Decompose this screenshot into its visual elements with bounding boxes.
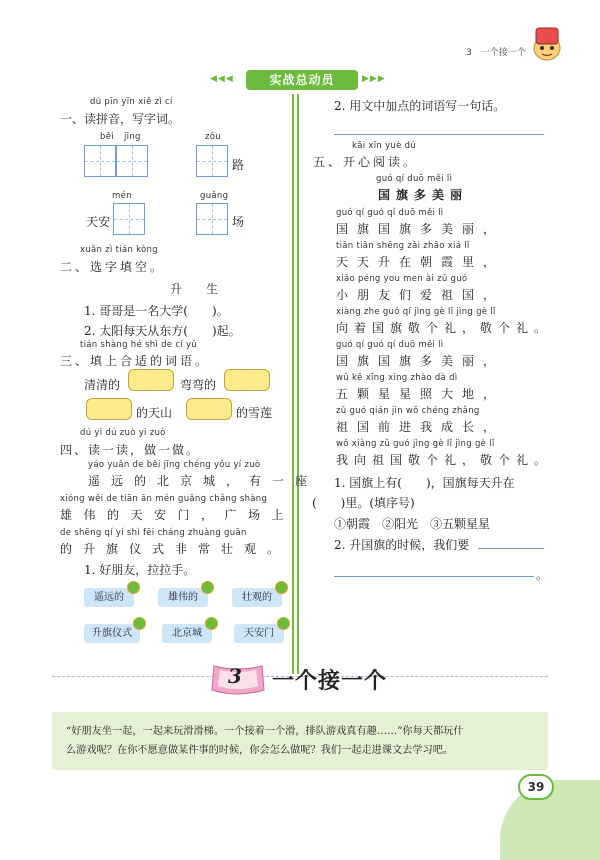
poem-line: 向着国旗敬个礼，敬个礼。 <box>336 321 553 335</box>
q4-pinyin: dú yi dú zuò yi zuò <box>80 428 166 438</box>
q5-sub1-a[interactable]: 1. 国旗上有( )，国旗每天升在 <box>334 476 515 490</box>
connector-icon <box>133 617 146 630</box>
column-divider-2 <box>297 94 299 674</box>
writing-box[interactable] <box>196 145 228 177</box>
q5-title: 五、开心阅读。 <box>313 155 419 169</box>
lesson-title: 一个接一个 <box>272 668 388 694</box>
lesson-number: 3 <box>228 664 242 688</box>
intro-box <box>52 712 548 770</box>
q3-pinyin: tián shàng hé shì de cí yǔ <box>80 340 197 350</box>
connector-icon <box>277 617 290 630</box>
word-card[interactable]: 北京城 <box>162 624 212 643</box>
q1-word2-pinyin: zǒu <box>205 132 221 142</box>
q1-word1-pinyin1: běi <box>100 132 114 142</box>
answer-bubble[interactable] <box>86 398 132 420</box>
q5-sub2: 2. 升国旗的时候，我们要 <box>334 538 470 552</box>
q1-word3-pinyin: mén <box>112 191 132 201</box>
q2-sentence2[interactable]: 2. 太阳每天从东方( )起。 <box>84 324 241 338</box>
poem-line-pinyin: wǔ kē xīng xing zhào dà dì <box>336 373 458 383</box>
q1-word4-pinyin: guǎng <box>200 191 229 201</box>
poem-line-pinyin: xiǎo péng you men ài zǔ guó <box>336 274 468 284</box>
poem-line-pinyin: zǔ guó qián jìn wǒ chéng zhǎng <box>336 406 480 416</box>
q4-title: 四、读一读，做一做。 <box>60 443 201 457</box>
answer-bubble[interactable] <box>224 369 270 391</box>
poem-title-pinyin: guó qí duō měi lì <box>376 174 453 184</box>
q5-options: ①朝霞 ②阳光 ③五颗星星 <box>334 517 491 531</box>
poem-line: 国旗国旗多美丽， <box>336 222 505 236</box>
poem-line: 国旗国旗多美丽， <box>336 354 505 368</box>
poem-line-pinyin: wǒ xiàng zǔ guó jìng gè lǐ jìng gè lǐ <box>336 439 495 449</box>
connector-icon <box>205 617 218 630</box>
q1-word3-prefix: 天安 <box>86 215 111 229</box>
banner-arrows-left: ◀◀◀ <box>210 74 234 84</box>
answer-bubble[interactable] <box>186 398 232 420</box>
word-card[interactable]: 雄伟的 <box>158 588 208 607</box>
q1-word2-suffix: 路 <box>232 158 245 172</box>
poem-line: 小朋友们爱祖国， <box>336 288 505 302</box>
q4-line3-pinyin: de shēng qí yí shì fēi cháng zhuàng guān <box>60 528 247 538</box>
writing-box[interactable] <box>84 145 116 177</box>
q3-phrase2: 弯弯的 <box>180 378 217 392</box>
q1-word4-suffix: 场 <box>232 215 245 229</box>
writing-box[interactable] <box>113 203 145 235</box>
column-divider <box>292 94 294 674</box>
q1-pinyin: dú pīn yīn xiě zì cí <box>90 97 173 107</box>
poem-title: 国旗多美丽 <box>378 188 469 202</box>
lesson-reference: 3 一个接一个 <box>466 48 526 58</box>
q3-phrase1: 清清的 <box>84 378 121 392</box>
q5-pinyin: kāi xīn yuè dú <box>352 141 417 151</box>
q5-sub1-b[interactable]: ( )里。(填序号) <box>312 496 415 510</box>
q4-line1-pinyin: yáo yuǎn de běi jīng chéng yǒu yí zuò <box>88 460 261 470</box>
answer-line[interactable] <box>334 576 534 577</box>
end-mark: 。 <box>536 568 549 582</box>
q4-sub1: 1. 好朋友，拉拉手。 <box>84 563 196 577</box>
q1-word1-pinyin2: jīng <box>124 132 141 142</box>
connector-icon <box>127 581 140 594</box>
connector-icon <box>275 581 288 594</box>
connector-icon <box>201 581 214 594</box>
writing-box[interactable] <box>196 203 228 235</box>
poem-line: 五颗星星照大地， <box>336 387 505 401</box>
answer-line[interactable] <box>478 548 544 549</box>
poem-line-pinyin: guó qí guó qí duō měi lì <box>336 208 444 218</box>
word-card[interactable]: 壮观的 <box>232 588 282 607</box>
writing-box[interactable] <box>116 145 148 177</box>
q2-pinyin: xuǎn zì tián kòng <box>80 245 158 255</box>
word-card[interactable]: 升旗仪式 <box>84 624 140 643</box>
q2-choices: 升 生 <box>170 282 219 296</box>
q1-title: 一、读拼音，写字词。 <box>60 112 181 126</box>
q4-line1: 遥远的北京城，有一座 <box>88 474 319 488</box>
answer-line[interactable] <box>334 134 544 135</box>
intro-line: 么游戏呢？在你不愿意做某件事的时候，你会怎么做呢？我们一起走进课文去学习吧。 <box>66 745 454 756</box>
poem-line-pinyin: tiān tiān shēng zài zhāo xiá lǐ <box>336 241 470 251</box>
q2-title: 二、选字填空。 <box>60 260 166 274</box>
q4-line2: 雄伟的天安门，广场上 <box>60 508 296 522</box>
poem-line: 祖国前进我成长， <box>336 420 505 434</box>
page-number: 39 <box>518 774 554 800</box>
answer-bubble[interactable] <box>128 369 174 391</box>
cartoon-character-icon <box>530 22 564 62</box>
q4-line2-pinyin: xióng wěi de tiān ān mén guǎng chǎng shàng <box>60 494 268 504</box>
poem-line: 天天升在朝霞里， <box>336 255 505 269</box>
poem-line-pinyin: xiàng zhe guó qí jìng gè lǐ jìng gè lǐ <box>336 307 496 317</box>
q3-phrase3: 的天山 <box>136 406 173 420</box>
word-card[interactable]: 遥远的 <box>84 588 134 607</box>
q4-line3: 的升旗仪式非常壮观。 <box>60 542 291 556</box>
section-banner: 实战总动员 <box>246 70 358 90</box>
word-card[interactable]: 天安门 <box>234 624 284 643</box>
banner-arrows-right: ▶▶▶ <box>362 74 386 84</box>
poem-line-pinyin: guó qí guó qí duō měi lì <box>336 340 444 350</box>
q3-phrase4: 的雪莲 <box>236 406 273 420</box>
poem-line: 我向祖国敬个礼，敬个礼。 <box>336 453 553 467</box>
q3-title: 三、填上合适的词语。 <box>60 354 211 368</box>
intro-line: “好朋友坐一起，一起来玩滑滑梯。一个接着一个滑，排队游戏真有趣……”你每天都玩什 <box>66 726 464 737</box>
q4-sub2: 2. 用文中加点的词语写一句话。 <box>334 99 506 113</box>
q2-sentence1[interactable]: 1. 哥哥是一名大学( )。 <box>84 304 229 318</box>
